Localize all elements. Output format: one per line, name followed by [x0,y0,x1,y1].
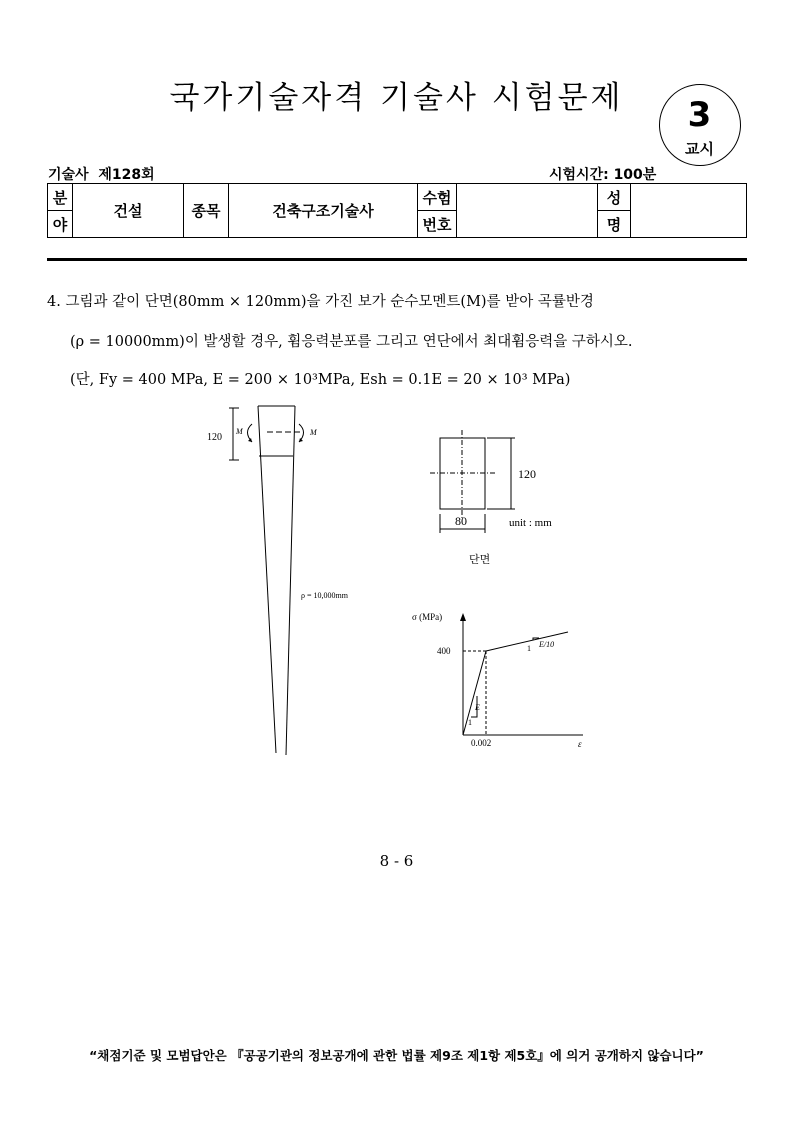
moment-label-left: M [236,427,243,436]
radius-line-left [258,406,276,753]
name-label-bottom: 명 [598,211,631,238]
question-line-2: (ρ = 10000mm)이 발생할 경우, 휨응력분포를 그리고 연단에서 최대휨응력을 구하시오. [70,334,633,350]
category-label: 종목 [184,184,229,238]
exam-time: 시험시간: 100분 [549,167,657,183]
strain-axis-label: ε [578,739,582,749]
header-divider [47,258,747,261]
session-number: 3 [687,95,712,135]
page-number: 8 - 6 [379,852,414,870]
radius-line-right [286,406,295,755]
exam-number-label-bottom: 번호 [418,211,457,238]
name-label-top: 성 [598,184,631,211]
elastic-run-label: 1 [468,718,472,727]
elastic-slope-label: E [475,703,480,712]
unit-label: unit : mm [509,517,552,529]
info-table [47,183,747,238]
field-value: 건설 [73,184,184,238]
section-height-label: 120 [518,467,536,481]
category-value: 건축구조기술사 [229,184,418,238]
field-label-top: 분 [48,184,73,211]
beam-curvature-figure [195,400,375,770]
question-line-1: 4. 그림과 같이 단면(80mm × 120mm)을 가진 보가 순수모멘트(M)를 받아 곡률반경 [47,294,594,310]
exam-number-value[interactable] [457,184,598,238]
page-title: 국가기술자격 기술사 시험문제 [169,80,624,116]
exam-name: 기술사 제128회 [48,167,155,183]
session-label: 교시 [685,140,714,158]
hardening-slope-label: E/10 [539,640,555,649]
radius-label: ρ = 10,000mm [301,591,348,600]
stress-strain-figure [408,605,598,755]
beam-height-label: 120 [207,432,222,443]
question-line-3: (단, Fy = 400 MPa, E = 200 × 10³MPa, Esh = 0.1E = 20 × 10³ MPa) [70,372,571,388]
section-width-label: 80 [455,514,467,528]
field-label-bottom: 야 [48,211,73,238]
session-badge [659,84,741,166]
section-caption: 단면 [469,554,491,566]
yield-strain-label: 0.002 [471,738,492,748]
exam-number-label-top: 수험 [418,184,457,211]
stress-axis-label: σ (MPa) [412,612,443,622]
footer-notice: “채점기준 및 모범답안은 『공공기관의 정보공개에 관한 법률 제9조 제1항 제5호』에 의거 공개하지 않습니다” [89,1048,704,1063]
yield-stress-label: 400 [437,646,451,656]
elastic-branch [463,651,486,735]
moment-label-right: M [310,428,317,437]
cross-section-figure [425,430,585,570]
name-value[interactable] [631,184,747,238]
hardening-run-label: 1 [527,644,531,653]
